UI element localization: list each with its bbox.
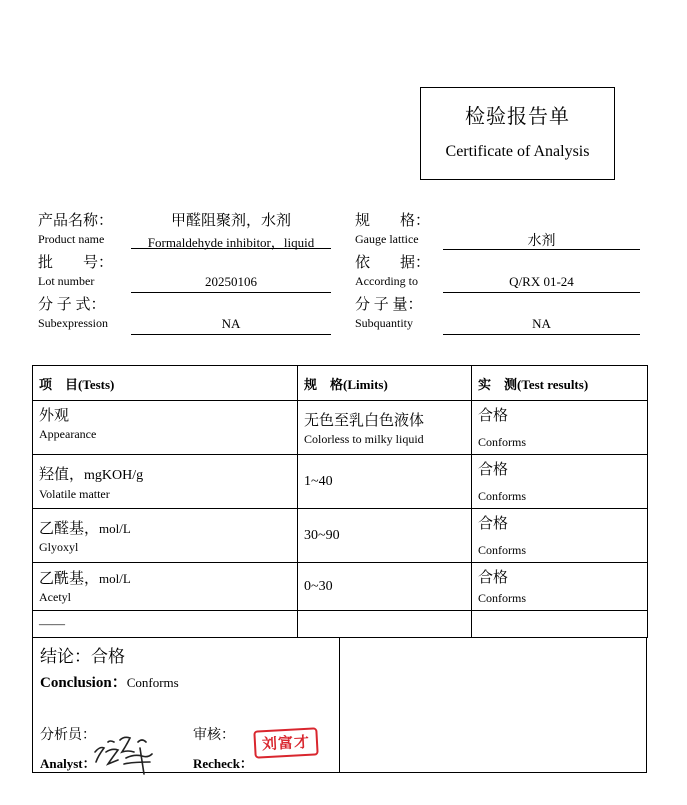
test-item-unit: mgKOH/g <box>84 468 144 483</box>
gauge-lattice-value: 水剂 <box>443 230 640 250</box>
subexpression-value: NA <box>131 316 331 335</box>
analyst-signature <box>90 728 160 790</box>
test-item-zh: 乙醛基， <box>39 521 100 537</box>
header-limits <box>298 366 472 401</box>
test-results-table <box>32 365 648 638</box>
conclusion-value-zh: 合格 <box>91 647 125 666</box>
test-item-cell <box>33 455 298 509</box>
result-zh: 合格 <box>478 408 509 424</box>
limit-value: 30~90 <box>304 527 340 543</box>
product-name-value: Formaldehyde inhibitor，liquid <box>131 232 331 249</box>
title-english: Certificate of Analysis <box>445 143 590 160</box>
header-results-zh: 实 测 <box>478 376 518 392</box>
according-to-label-en: According to <box>355 274 418 288</box>
result-en: Conforms <box>478 489 526 503</box>
table-row <box>33 455 648 509</box>
according-to-value: Q/RX 01-24 <box>443 274 640 293</box>
subquantity-value: NA <box>443 316 640 335</box>
test-item-unit: mol/L <box>99 521 131 536</box>
test-item-zh: 羟值， <box>39 467 85 483</box>
subexpression-label-en: Subexpression <box>38 316 108 330</box>
header-limits-zh: 规 格 <box>304 376 344 392</box>
lot-number-label-en: Lot number <box>38 274 95 288</box>
conclusion-label-en: Conclusion： <box>40 675 127 691</box>
limit-zh: 无色至乳白色液体 <box>304 413 425 429</box>
result-cell <box>472 563 648 611</box>
limit-cell <box>298 509 472 563</box>
limit-cell <box>298 611 472 638</box>
header-tests-zh: 项 目 <box>39 376 79 392</box>
limit-value: 1~40 <box>304 473 333 489</box>
result-cell <box>472 401 648 455</box>
header-limits-en: (Limits) <box>343 376 388 392</box>
test-item-cell <box>33 401 298 455</box>
result-en: Conforms <box>478 591 526 605</box>
result-cell <box>472 611 648 638</box>
table-row <box>33 401 648 455</box>
header-tests-en: (Tests) <box>78 376 115 392</box>
test-item-cell <box>33 563 298 611</box>
subquantity-label-en: Subquantity <box>355 316 414 330</box>
test-item-zh: 外观 <box>39 408 70 424</box>
result-en: Conforms <box>478 543 526 557</box>
table-row <box>33 611 648 638</box>
test-item-cell <box>33 611 298 638</box>
conclusion-divider <box>339 638 340 772</box>
lot-number-value: 20250106 <box>131 274 331 293</box>
test-item-en: Volatile matter <box>39 487 110 501</box>
result-zh: 合格 <box>478 462 509 478</box>
conclusion-en <box>40 671 179 692</box>
table-row <box>33 563 648 611</box>
limit-cell <box>298 563 472 611</box>
title-box <box>420 87 615 180</box>
recheck-label-en: Recheck： <box>193 756 253 771</box>
header-results-en: (Test results) <box>517 376 589 392</box>
recheck-label-zh: 审核： <box>193 728 235 743</box>
gauge-lattice-label-zh: 规 格： <box>355 213 431 229</box>
limit-en: Colorless to milky liquid <box>304 432 424 446</box>
according-to-label-zh: 依 据： <box>355 255 431 271</box>
reviewer-seal-stamp: 刘富才 <box>253 727 318 758</box>
test-item-cell <box>33 509 298 563</box>
table-header-row <box>33 366 648 401</box>
lot-number-label-zh: 批 号： <box>38 255 114 271</box>
result-zh: 合格 <box>478 516 509 532</box>
result-cell <box>472 509 648 563</box>
conclusion-value-en: Conforms <box>126 675 179 690</box>
subquantity-label-zh: 分 子 量： <box>355 297 423 313</box>
analyst-label-en: Analyst： <box>40 756 96 771</box>
conclusion-zh <box>40 642 125 667</box>
result-cell <box>472 455 648 509</box>
test-item-unit: mol/L <box>99 571 131 586</box>
limit-cell <box>298 455 472 509</box>
header-tests <box>33 366 298 401</box>
test-item-en: Appearance <box>39 427 97 441</box>
header-results <box>472 366 648 401</box>
test-item-zh: 乙酰基， <box>39 571 100 587</box>
title-chinese: 检验报告单 <box>465 106 570 128</box>
result-en: Conforms <box>478 435 526 449</box>
table-row <box>33 509 648 563</box>
test-item-en: Glyoxyl <box>39 540 79 554</box>
test-item-en: Acetyl <box>39 590 71 604</box>
limit-cell <box>298 401 472 455</box>
result-zh: 合格 <box>478 570 509 586</box>
gauge-lattice-label-en: Gauge lattice <box>355 232 419 246</box>
product-name-value-zh: 甲醛阻聚剂，水剂 <box>170 213 291 229</box>
product-name-label-zh: 产品名称： <box>38 213 114 229</box>
test-item-zh: —— <box>39 616 65 631</box>
analyst-label-zh: 分析员： <box>40 728 96 743</box>
subexpression-label-zh: 分 子 式： <box>38 297 106 313</box>
product-name-label-en: Product name <box>38 232 105 246</box>
limit-value: 0~30 <box>304 578 333 594</box>
conclusion-label-zh: 结论： <box>40 647 91 666</box>
